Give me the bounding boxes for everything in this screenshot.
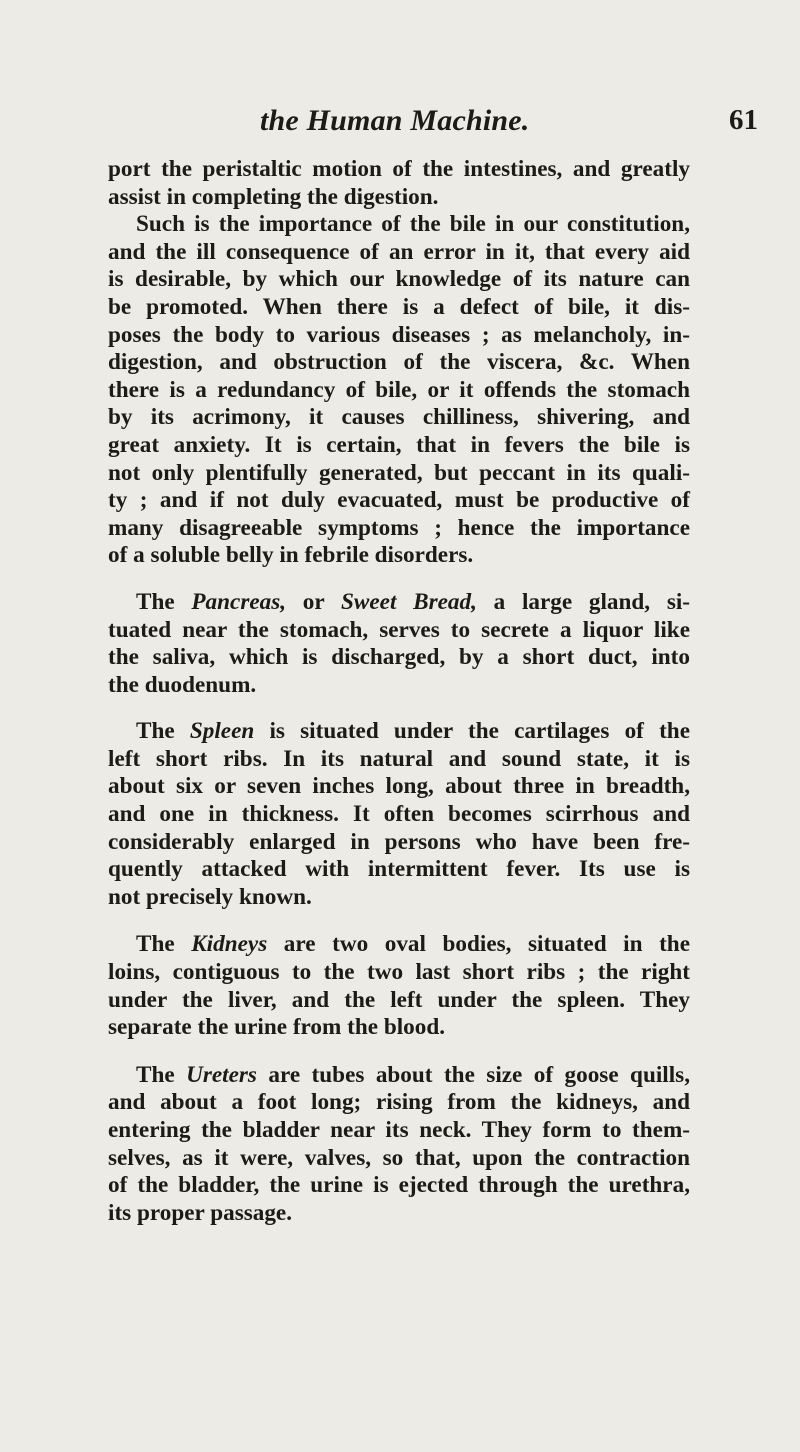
paragraph-spacer: [108, 570, 690, 589]
text-line: of a soluble belly in febrile disorders.: [108, 542, 474, 569]
text-line: of the bladder, the urine is ejected through the urethra,: [108, 1172, 690, 1199]
text-line: many disagreeable symptoms ; hence the importance: [108, 514, 690, 541]
text-line: [108, 931, 690, 959]
term-intro: The: [136, 718, 190, 745]
term-pancreas: Pancreas,: [191, 588, 287, 615]
paragraph-spacer: [108, 1042, 690, 1062]
paragraph-spleen: [108, 718, 690, 911]
text-line: is desirable, by which our knowledge of its nature can: [108, 266, 690, 293]
body-text: [108, 156, 690, 1227]
running-header: [108, 104, 758, 144]
text-line: quently attacked with intermittent fever. Its use is: [108, 856, 690, 883]
text-line: poses the body to various diseases ; as melancholy, in-: [108, 321, 690, 348]
page-number: 61: [729, 104, 758, 136]
text-line: ty ; and if not duly evacuated, must be productive of: [108, 487, 690, 514]
text-line: and one in thickness. It often becomes scirrhous and: [108, 801, 690, 828]
text-line: [108, 1062, 690, 1090]
text-line: the duodenum.: [108, 671, 257, 698]
term-spleen: Spleen: [189, 718, 255, 745]
text-line-rest: are two oval bodies, situated in the: [267, 931, 690, 958]
text-line: and about a foot long; rising from the kidneys, and: [108, 1089, 690, 1116]
text-line: left short ribs. In its natural and sound state, it is: [108, 745, 690, 772]
text-line: not only plentifully generated, but peccant in its quali-: [108, 459, 690, 486]
text-line-rest: is situated under the cartilages of the: [254, 718, 690, 745]
text-line: about six or seven inches long, about three in breadth,: [108, 773, 690, 800]
text-line: selves, as it were, valves, so that, upon the contraction: [108, 1144, 690, 1171]
paragraph-spacer: [108, 911, 690, 931]
text-line: considerably enlarged in persons who have been fre-: [108, 828, 690, 855]
text-line: the saliva, which is discharged, by a short duct, into: [108, 644, 690, 671]
term-sweet-bread: Sweet Bread,: [341, 588, 477, 615]
text-line-rest: a large gland, si-: [476, 588, 691, 615]
text-line: [108, 718, 690, 746]
text-line: be promoted. When there is a defect of bile, it dis-: [108, 293, 690, 320]
text-line: its proper passage.: [108, 1199, 293, 1226]
text-line: entering the bladder near its neck. They form to them-: [108, 1117, 690, 1143]
text-line: [108, 589, 690, 617]
text-line: by its acrimony, it causes chilliness, shivering, and: [108, 404, 690, 431]
paragraph-spacer: [108, 699, 690, 718]
text-line: and the ill consequence of an error in it, that every aid: [108, 238, 690, 265]
text-line: port the peristaltic motion of the intestines, and greatly: [108, 156, 690, 182]
paragraph-bile: [108, 211, 690, 570]
text-line: not precisely known.: [108, 883, 312, 910]
paragraph-ureters: [108, 1062, 690, 1228]
text-line: Such is the importance of the bile in our constitution,: [136, 211, 690, 238]
paragraph-pancreas: [108, 589, 690, 699]
paragraph-kidneys: [108, 931, 690, 1041]
term-connector: or: [286, 588, 341, 615]
paragraph-continuation: [108, 156, 690, 211]
text-line: there is a redundancy of bile, or it offends the stomach: [108, 376, 690, 403]
text-line: under the liver, and the left under the spleen. They: [108, 986, 690, 1013]
text-line: separate the urine from the blood.: [108, 1014, 446, 1041]
text-line: great anxiety. It is certain, that in fevers the bile is: [108, 431, 690, 458]
text-line: assist in completing the digestion.: [108, 183, 439, 210]
term-intro: The: [136, 588, 192, 615]
term-kidneys: Kidneys: [191, 931, 268, 958]
text-line: loins, contiguous to the two last short ribs ; the right: [108, 959, 690, 986]
text-line: tuated near the stomach, serves to secrete a liquor like: [108, 616, 690, 643]
term-intro: The: [136, 931, 192, 958]
term-ureters: Ureters: [186, 1061, 257, 1088]
running-title: the Human Machine.: [260, 104, 530, 137]
term-intro: The: [136, 1061, 187, 1088]
text-line: digestion, and obstruction of the viscera, &c. When: [108, 349, 690, 376]
text-line-rest: are tubes about the size of goose quills,: [256, 1061, 690, 1088]
